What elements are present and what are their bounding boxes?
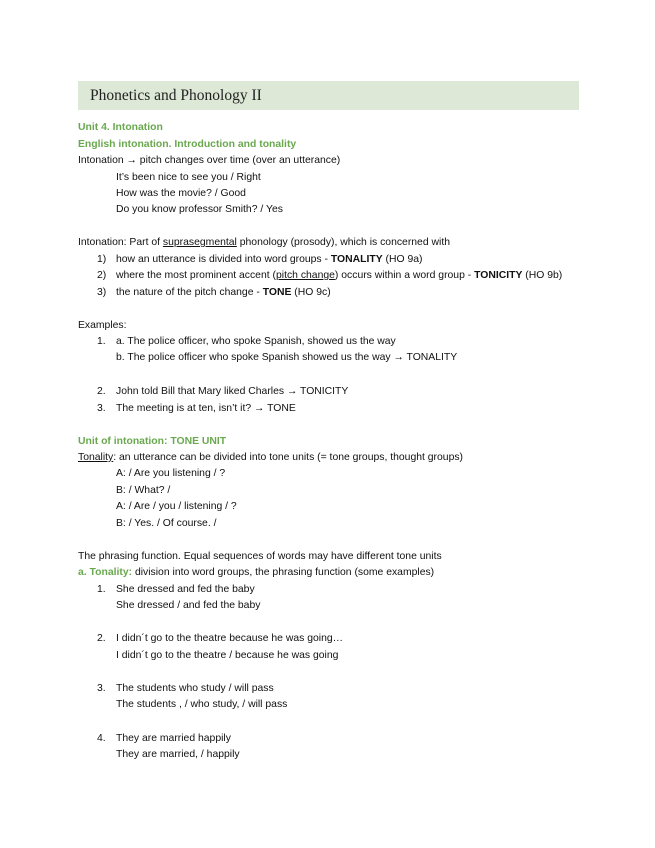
item-bold: TONALITY <box>330 254 383 265</box>
tonality-rest: : an utterance can be divided into tone units (= tone groups, thought groups) <box>113 452 464 463</box>
unit-heading: Unit 4. Intonation <box>78 122 163 133</box>
phrasing-line: I didn´t go to the theatre / because he was going <box>116 650 339 661</box>
tonality-word: Tonality <box>78 452 114 463</box>
example-3: The meeting is at ten, isn’t it? → TONE <box>116 403 296 414</box>
item-text: ) occurs within a word group - <box>334 270 475 281</box>
phrasing-label: a. Tonality: <box>78 567 133 578</box>
item-underlined: pitch change <box>275 270 335 281</box>
item-text: the nature of the pitch change - <box>116 287 263 298</box>
phrasing-num: 2. <box>97 633 106 644</box>
phrasing-num: 4. <box>97 733 106 744</box>
definition-item <box>116 253 422 266</box>
phrasing-intro: The phrasing function. Equal sequences of words may have different tone units <box>78 551 442 562</box>
phrasing-label-rest: division into word groups, the phrasing function (some examples) <box>132 567 435 578</box>
item-text: where the most prominent accent ( <box>116 270 276 281</box>
definition-item-num: 1) <box>97 254 107 265</box>
phrasing-line: The students who study / will pass <box>116 683 274 694</box>
phrasing-line: They are married, / happily <box>116 749 240 760</box>
example-num: 2. <box>97 386 106 397</box>
definition-underlined: suprasegmental <box>162 237 237 248</box>
item-text: (HO 9a) <box>382 254 423 265</box>
example-2: John told Bill that Mary liked Charles → TONICITY <box>116 386 349 397</box>
definition-item-num: 3) <box>97 287 107 298</box>
tone-unit-heading: Unit of intonation: TONE UNIT <box>78 436 227 447</box>
tonality-definition <box>78 451 463 464</box>
phrasing-line: The students , / who study, / will pass <box>116 699 288 710</box>
dialogue-line: A: / Are you listening / ? <box>116 468 226 479</box>
item-text: (HO 9b) <box>522 270 563 281</box>
definition-line <box>78 236 450 249</box>
examples-label: Examples: <box>78 320 127 331</box>
subheading: English intonation. Introduction and tonality <box>78 139 297 150</box>
page-title: Phonetics and Phonology II <box>90 87 262 104</box>
header-band <box>78 81 579 110</box>
definition-prefix: Intonation: Part of <box>78 237 163 248</box>
intro-example-1: It’s been nice to see you / Right <box>116 172 261 183</box>
definition-suffix: phonology (prosody), which is concerned with <box>236 237 450 248</box>
dialogue-line: B: / What? / <box>116 485 171 496</box>
item-text: (HO 9c) <box>291 287 331 298</box>
example-1a: a. The police officer, who spoke Spanish, showed us the way <box>116 336 396 347</box>
example-num: 3. <box>97 403 106 414</box>
phrasing-num: 3. <box>97 683 106 694</box>
definition-item <box>116 286 331 299</box>
dialogue-line: B: / Yes. / Of course. / <box>116 518 217 529</box>
dialogue-line: A: / Are / you / listening / ? <box>116 501 237 512</box>
intro-text: Intonation → pitch changes over time (over an utterance) <box>78 155 341 166</box>
definition-item-num: 2) <box>97 270 107 281</box>
example-num: 1. <box>97 336 106 347</box>
item-bold: TONE <box>262 287 292 298</box>
item-bold: TONICITY <box>474 270 523 281</box>
phrasing-line: I didn´t go to the theatre because he was going… <box>116 633 344 644</box>
phrasing-label-line <box>78 566 434 579</box>
definition-item <box>116 269 562 282</box>
phrasing-line: She dressed and fed the baby <box>116 584 255 595</box>
item-text: how an utterance is divided into word groups - <box>116 254 331 265</box>
phrasing-num: 1. <box>97 584 106 595</box>
intro-example-2: How was the movie? / Good <box>116 188 246 199</box>
phrasing-line: She dressed / and fed the baby <box>116 600 261 611</box>
intro-example-3: Do you know professor Smith? / Yes <box>116 204 283 215</box>
example-1b: b. The police officer who spoke Spanish showed us the way → TONALITY <box>116 352 458 363</box>
phrasing-line: They are married happily <box>116 733 231 744</box>
